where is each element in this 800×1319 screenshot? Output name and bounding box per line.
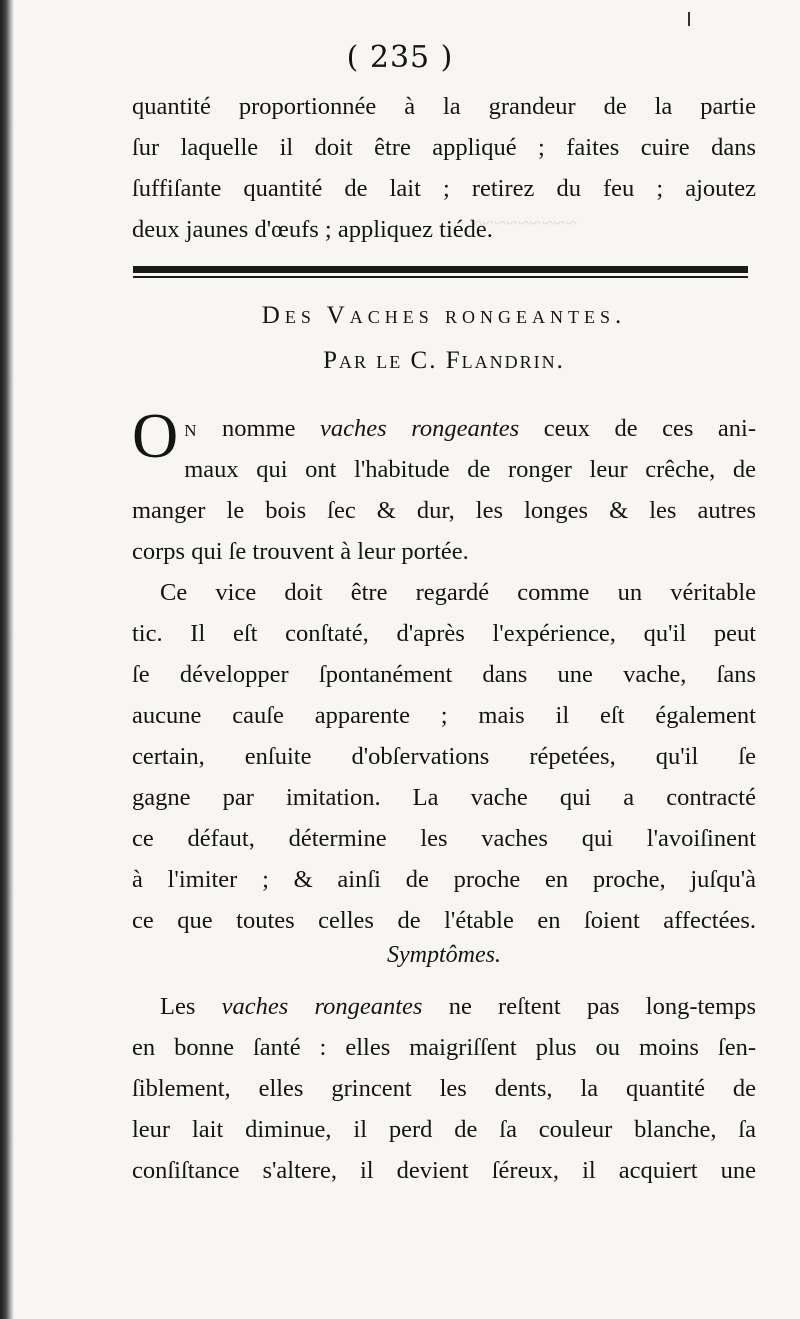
- divider-thick-rule: [133, 266, 748, 273]
- divider-thin-rule: [133, 276, 748, 278]
- text-line: en bonne ſanté : elles maigriſſent plus ou moins ſen-: [132, 1034, 756, 1061]
- page-number: ( 235 ): [346, 40, 454, 75]
- text-line: ſur laquelle il doit être appliqué ; faites cuire dans: [132, 134, 756, 161]
- section-divider: [133, 266, 748, 278]
- text-line: quantité proportionnée à la grandeur de la partie: [132, 93, 756, 120]
- symptoms-heading: Symptômes.: [387, 942, 501, 968]
- text-line: gagne par imitation. La vache qui a contracté: [132, 784, 756, 811]
- text-line: aucune cauſe apparente ; mais il eſt également: [132, 702, 756, 729]
- text-line: Ce vice doit être regardé comme un véritable: [160, 579, 756, 606]
- text-fragment: Les: [160, 993, 222, 1020]
- text-line: leur lait diminue, il perd de ſa couleur blanche, ſa: [132, 1116, 756, 1143]
- text-fragment: ne reſtent pas long-temps: [422, 993, 756, 1020]
- edge-mark: [688, 12, 690, 26]
- text-fragment: ceux de ces ani-: [519, 415, 756, 442]
- text-line: corps qui ſe trouvent à leur portée.: [132, 538, 469, 565]
- paragraph-1: [132, 400, 756, 572]
- text-line: conſiſtance s'altere, il devient ſéreux, il acquiert une: [132, 1157, 756, 1184]
- text-line: tic. Il eſt conſtaté, d'après l'expérience, qu'il peut: [132, 620, 756, 647]
- text-line: certain, enſuite d'obſervations répetées, qu'il ſe: [132, 743, 756, 770]
- article-title: Des Vaches rongeantes.: [261, 302, 627, 329]
- drop-cap: O: [132, 400, 179, 471]
- continuation-text: [132, 86, 756, 250]
- article-byline: Par le C. Flandrin.: [323, 347, 565, 374]
- text-line: maux qui ont l'habitude de ronger leur crêche, de: [184, 456, 756, 483]
- text-line: deux jaunes d'œufs ; appliquez tiéde.: [132, 216, 493, 243]
- text-line: manger le bois ſec & dur, les longes & les autres: [132, 497, 756, 524]
- page-gutter-shadow: [0, 0, 14, 1319]
- paragraph-2: [132, 572, 756, 941]
- italic-term: vaches rongeantes: [221, 993, 423, 1020]
- first-word-rest: n: [184, 415, 198, 442]
- paragraph-3: [132, 986, 756, 1191]
- italic-term: vaches rongeantes: [320, 415, 520, 442]
- text-line: à l'imiter ; & ainſi de proche en proche, juſqu'à: [132, 866, 756, 893]
- show-through: ~~~~~~~~~: [470, 210, 578, 235]
- text-line: ce défaut, détermine les vaches qui l'avoiſinent: [132, 825, 756, 852]
- text-fragment: nomme: [222, 415, 321, 442]
- text-line: ſiblement, elles grincent les dents, la quantité de: [132, 1075, 756, 1102]
- text-line: ſe développer ſpontanément dans une vache, ſans: [132, 661, 756, 688]
- text-line: ſuffiſante quantité de lait ; retirez du feu ; ajoutez: [132, 175, 756, 202]
- text-line: [184, 408, 756, 449]
- text-line: [132, 986, 756, 1027]
- text-line: ce que toutes celles de l'étable en ſoient affectées.: [132, 907, 756, 934]
